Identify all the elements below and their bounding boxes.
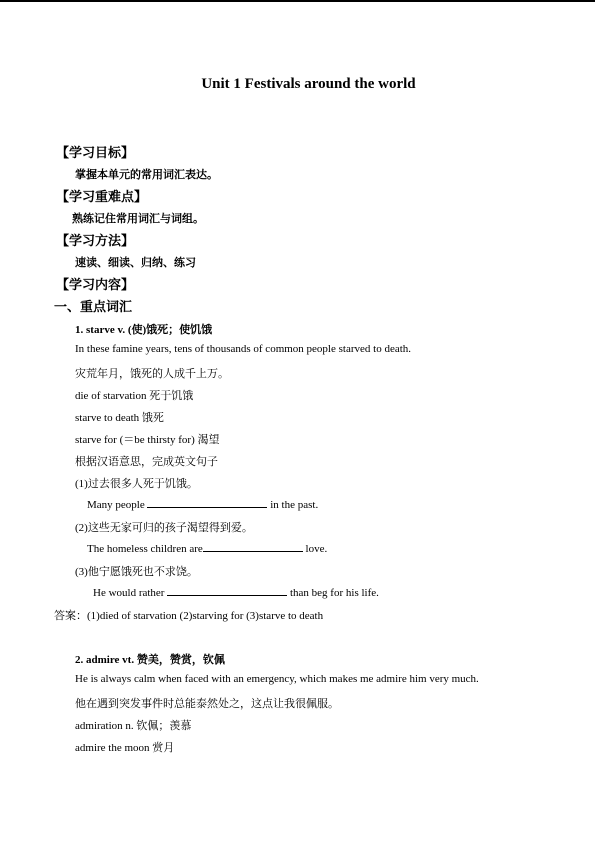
page-title: Unit 1 Festivals around the world [201, 76, 416, 92]
focus-heading: 【学习重难点】 [56, 189, 148, 204]
question-suffix: in the past. [270, 499, 319, 511]
focus-text: 熟练记住常用词汇与词组。 [72, 213, 204, 225]
word2-phrase: admiration n. 钦佩；羡慕 [75, 720, 192, 732]
top-rule [0, 0, 595, 2]
method-heading: 【学习方法】 [56, 233, 135, 248]
word2-phrase: admire the moon 赏月 [75, 742, 175, 754]
question-en [87, 541, 327, 555]
word1-phrase: starve to death 饿死 [75, 412, 164, 424]
part1-heading: 一、重点词汇 [54, 299, 133, 314]
method-text: 速读、细读、归纳、练习 [75, 257, 196, 269]
word2-heading: 2. admire vt. 赞美，赞赏，钦佩 [75, 654, 225, 666]
word1-phrase: die of starvation 死于饥饿 [75, 390, 194, 402]
word1-example-en: In these famine years, tens of thousands of common people starved to death. [75, 343, 412, 355]
exercise-instruction: 根据汉语意思，完成英文句子 [75, 456, 218, 468]
answer-blank[interactable] [203, 541, 303, 552]
content-heading: 【学习内容】 [56, 277, 135, 292]
question-zh: (3)他宁愿饿死也不求饶。 [75, 566, 198, 578]
goal-text: 掌握本单元的常用词汇表达。 [75, 169, 218, 181]
goal-heading: 【学习目标】 [56, 145, 135, 160]
question-zh: (2)这些无家可归的孩子渴望得到爱。 [75, 522, 253, 534]
word1-heading: 1. starve v. (使)饿死；使饥饿 [75, 324, 213, 336]
answer-blank[interactable] [167, 585, 287, 596]
answer-blank[interactable] [147, 497, 267, 508]
question-suffix: love. [305, 543, 328, 555]
question-prefix: The homeless children are [87, 543, 203, 555]
question-prefix: He would rather [93, 587, 165, 599]
word1-phrase: starve for (＝be thirsty for) 渴望 [75, 434, 220, 446]
question-en [87, 497, 318, 511]
word1-example-zh: 灾荒年月，饿死的人成千上万。 [75, 368, 229, 380]
answer-key: 答案：(1)died of starvation (2)starving for (3)starve to death [54, 610, 324, 622]
question-suffix: than beg for his life. [289, 587, 379, 599]
word2-example-zh: 他在遇到突发事件时总能泰然处之，这点让我很佩服。 [75, 698, 339, 710]
word2-example-en: He is always calm when faced with an emergency, which makes me admire him very much. [75, 673, 479, 685]
question-en [93, 585, 379, 599]
question-prefix: Many people [87, 499, 145, 511]
question-zh: (1)过去很多人死于饥饿。 [75, 478, 198, 490]
